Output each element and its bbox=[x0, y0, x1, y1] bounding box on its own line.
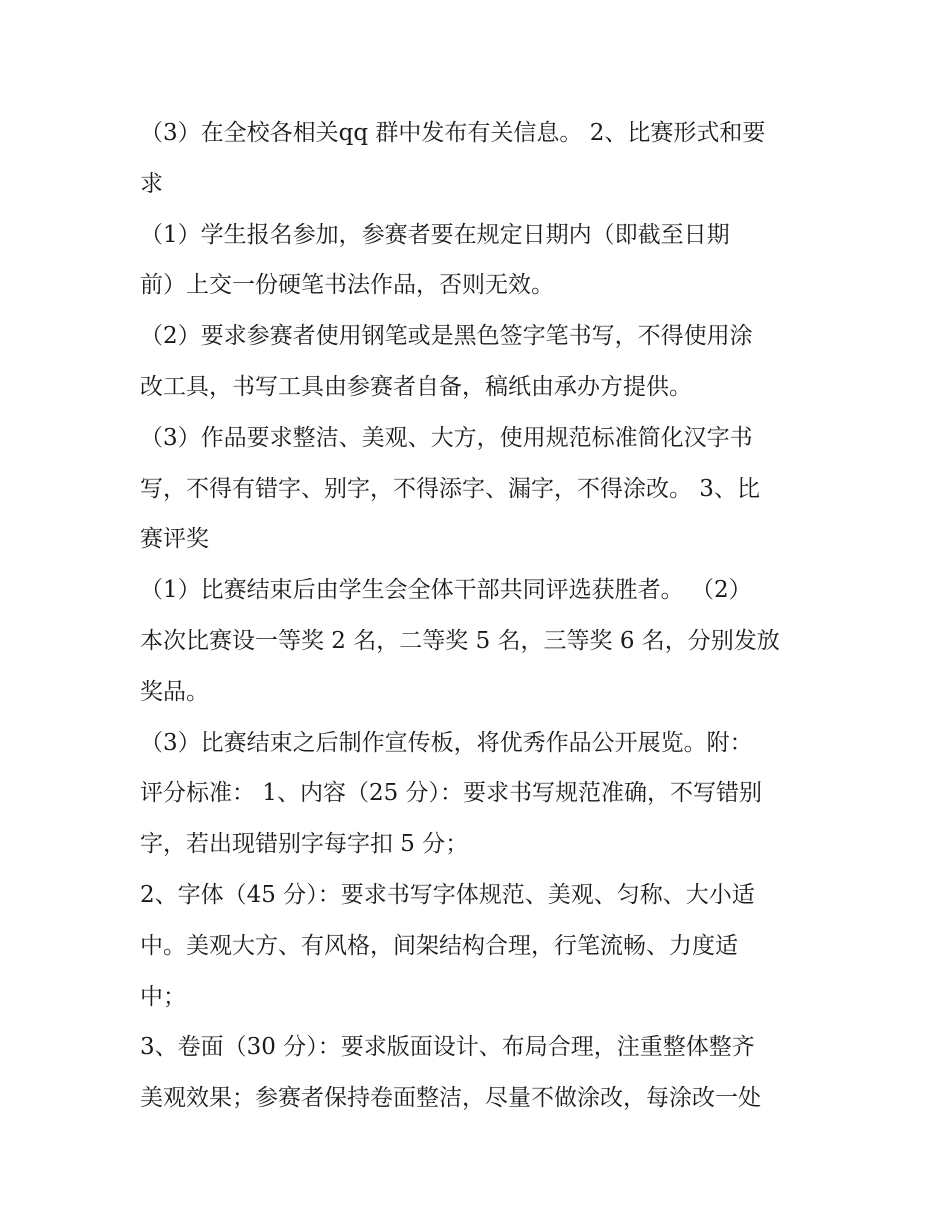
text-line: （3）在全校各相关qq 群中发布有关信息。 2、比赛形式和要 bbox=[140, 120, 766, 146]
text-line: 中。美观大方、有风格，间架结构合理，行笔流畅、力度适 bbox=[140, 932, 738, 959]
text-line: 赛评奖 bbox=[140, 526, 209, 553]
text-line: 本次比赛设一等奖 2 名，二等奖 5 名，三等奖 6 名，分别发放 bbox=[140, 627, 780, 654]
text-line: 求 bbox=[140, 170, 163, 197]
text-line: 2、字体（45 分）：要求书写字体规范、美观、匀称、大小适 bbox=[140, 881, 755, 908]
text-line: 写，不得有错字、别字，不得添字、漏字，不得涂改。 3、比 bbox=[140, 475, 760, 502]
text-line: （1）学生报名参加，参赛者要在规定日期内（即截至日期 bbox=[140, 221, 730, 248]
text-line: （2）要求参赛者使用钢笔或是黑色签字笔书写，不得使用涂 bbox=[140, 323, 753, 350]
text-line: 美观效果；参赛者保持卷面整洁，尽量不做涂改，每涂改一处 bbox=[140, 1085, 761, 1112]
text-line: 中； bbox=[140, 983, 186, 1010]
text-line: （1）比赛结束后由学生会全体干部共同评选获胜者。 （2） bbox=[140, 577, 752, 604]
text-line: （3）作品要求整洁、美观、大方，使用规范标准简化汉字书 bbox=[140, 424, 753, 451]
text-line: 评分标准： 1、内容（25 分）：要求书写规范准确，不写错别 bbox=[140, 780, 763, 807]
text-line: 奖品。 bbox=[140, 678, 209, 705]
document-body bbox=[140, 108, 830, 1124]
text-line: （3）比赛结束之后制作宣传板，将优秀作品公开展览。附： bbox=[140, 729, 753, 756]
text-line: 改工具，书写工具由参赛者自备，稿纸由承办方提供。 bbox=[140, 373, 692, 400]
text-line: 字，若出现错别字每字扣 5 分； bbox=[140, 831, 469, 858]
text-line: 前）上交一份硬笔书法作品，否则无效。 bbox=[140, 272, 554, 299]
text-line: 3、卷面（30 分）：要求版面设计、布局合理，注重整体整齐 bbox=[140, 1034, 755, 1061]
